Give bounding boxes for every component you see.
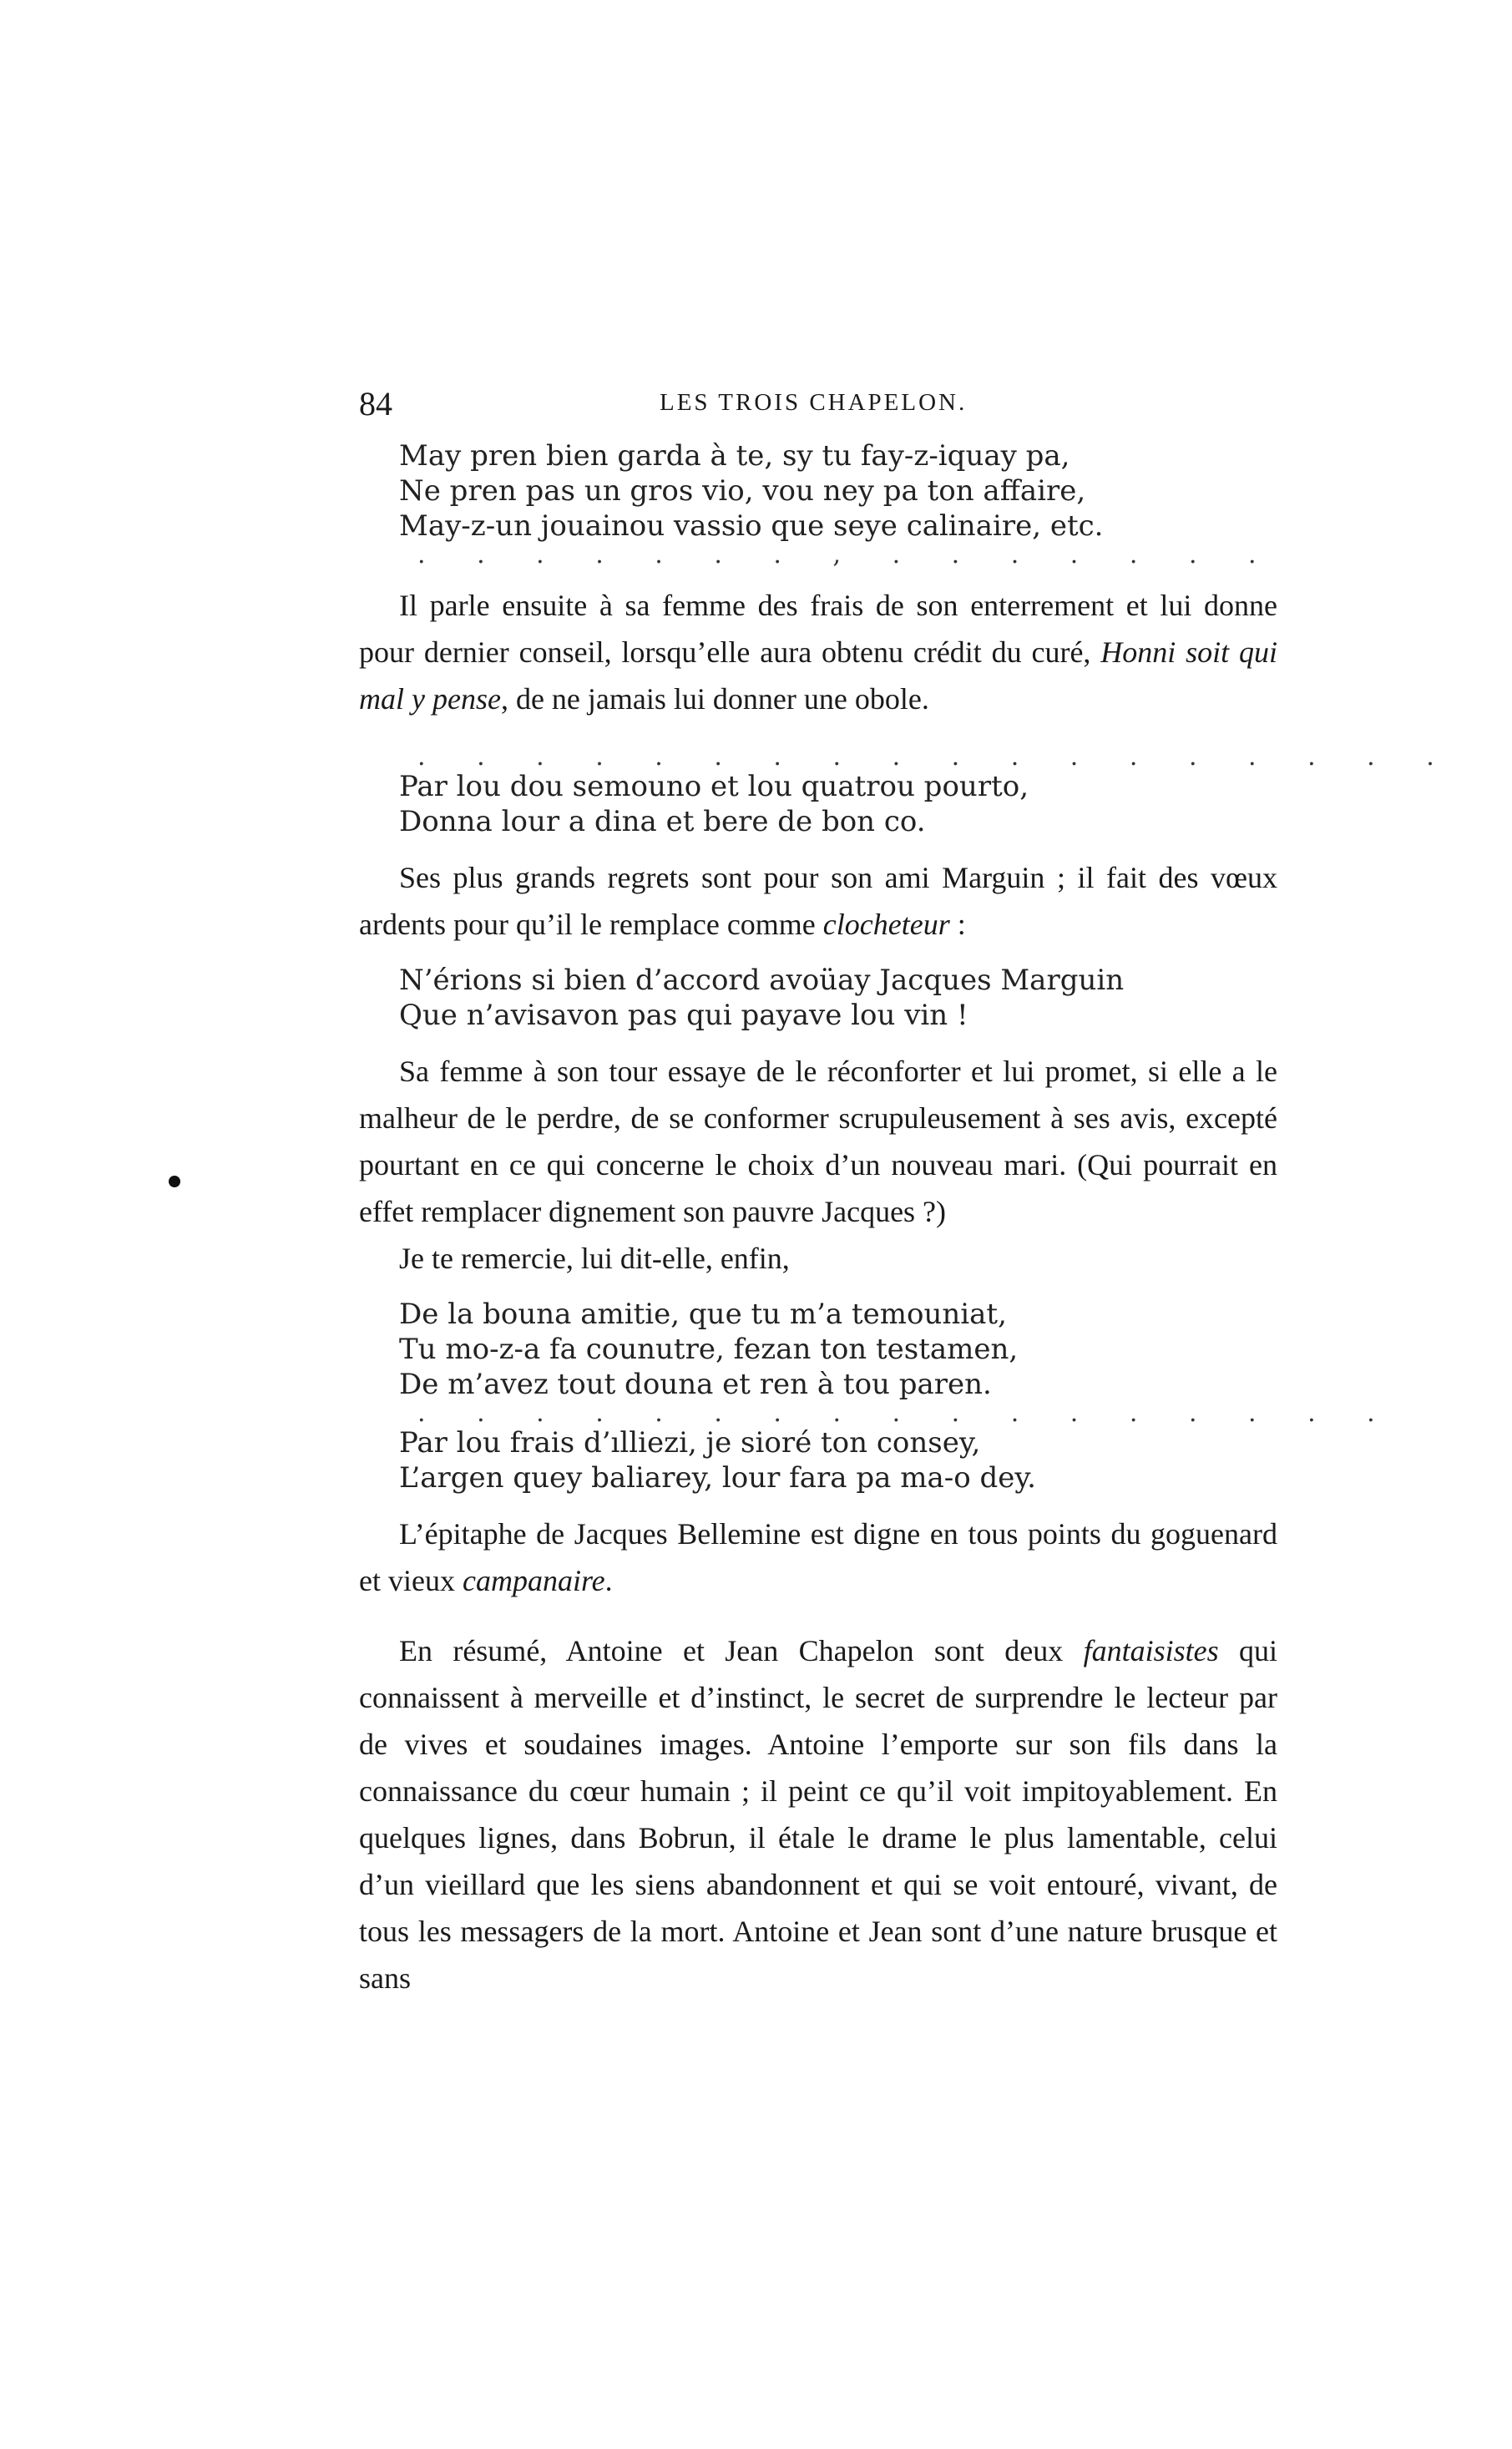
paragraph-4: Je te remercie, lui dit-elle, enfin, <box>399 1242 790 1275</box>
verse-block-5 <box>359 1425 1277 1495</box>
italic-word: campanaire <box>462 1564 605 1597</box>
paragraph-5 <box>359 1510 1277 1604</box>
verse-line: Ne pren pas un gros vio, vou ney pa ton affaire, <box>399 474 1086 508</box>
page-header <box>359 384 1277 426</box>
margin-ink-mark <box>169 1176 180 1187</box>
verse-line: De la bouna amitie, que tu m’a temouniat, <box>399 1298 1007 1331</box>
paragraph-text: . <box>604 1564 613 1597</box>
paragraph-text: Il parle ensuite à sa femme des frais de son enterrement et lui donne pour dernier conseil, lorsqu’elle aura obtenu crédit du curé, <box>359 589 1277 669</box>
verse-block-3 <box>359 963 1277 1033</box>
paragraph-text: : <box>949 908 966 941</box>
paragraph-text: L’épitaphe de Jacques Bellemine est digne en tous points du goguenard et vieux <box>359 1517 1277 1597</box>
paragraph-text: qui connaissent à merveille et d’instinct, le secret de surprendre le lecteur par de vives et soudaines images. Antoine l’emporte sur son fils dans la connaissance du cœur humain ; il peint ce qu’il voit impitoyablement. En quelques lignes, dans Bobrun, il étale le drame le plus lamentable, celui d’un vieillard que les siens abandonnent et qui se voit entouré, vivant, de tous les messagers de la mort. Antoine et Jean sont d’une nature brusque et sans <box>359 1634 1277 1995</box>
verse-line: De m’avez tout douna et ren à tou paren. <box>399 1368 992 1401</box>
verse-line: N’érions si bien d’accord avoüay Jacques Marguin <box>399 964 1125 997</box>
verse-block-2 <box>359 769 1277 839</box>
paragraph-6 <box>359 1627 1277 2001</box>
verse-block-4 <box>359 1297 1277 1402</box>
paragraph-1 <box>359 582 1277 722</box>
verse-line: Donna lour a dina et bere de bon co. <box>399 805 926 838</box>
paragraph-text: Ses plus grands regrets sont pour son ami Marguin ; il fait des vœux ardents pour qu’il le remplace comme <box>359 861 1277 941</box>
verse-line: Tu mo-z-a fa counutre, fezan ton testamen, <box>399 1333 1019 1366</box>
italic-word: fantaisistes <box>1083 1634 1219 1667</box>
verse-block-1 <box>359 438 1277 544</box>
paragraph-text: En résumé, Antoine et Jean Chapelon sont deux <box>399 1634 1084 1667</box>
ellipsis-dots: . . . . . . . . . . . . . . . . . . <box>417 742 1456 772</box>
page-content <box>359 438 1456 2001</box>
ellipsis-dots: . . . . . . . . . . . . . . . . . <box>417 1399 1397 1428</box>
verse-line: L’argen quey baliarey, lour fara pa ma-o dey. <box>399 1461 1036 1495</box>
paragraph-text: , de ne jamais lui donner une obole. <box>500 682 929 716</box>
verse-line: Par lou dou semouno et lou quatrou pourto, <box>399 770 1029 803</box>
page-number: 84 <box>359 385 392 423</box>
running-head: LES TROIS CHAPELON. <box>660 389 968 416</box>
verse-line: Par lou frais d’ılliezi, je sioré ton consey, <box>399 1426 981 1460</box>
italic-phrase: Honni soit qui mal y pense <box>359 635 1278 716</box>
verse-line: Que n’avisavon pas qui payave lou vin ! <box>399 999 968 1032</box>
italic-word: clocheteur <box>822 908 950 941</box>
verse-line: May-z-un jouainou vassio que seye calinaire, etc. <box>399 509 1104 543</box>
paragraph-3: Sa femme à son tour essaye de le réconforter et lui promet, si elle a le malheur de le perdre, de se conformer scrupuleusement à ses avis, excepté pourtant en ce qui concerne le choix d’un nouveau mari. (Qui pourrait en effet remplacer dignement son pauvre Jacques ?) <box>359 1055 1277 1228</box>
paragraph-2 <box>359 854 1277 948</box>
ellipsis-dots: . . . . . . . , . . . . . . . <box>417 540 1278 569</box>
verse-line: May pren bien garda à te, sy tu fay-z-iquay pa, <box>399 439 1070 473</box>
